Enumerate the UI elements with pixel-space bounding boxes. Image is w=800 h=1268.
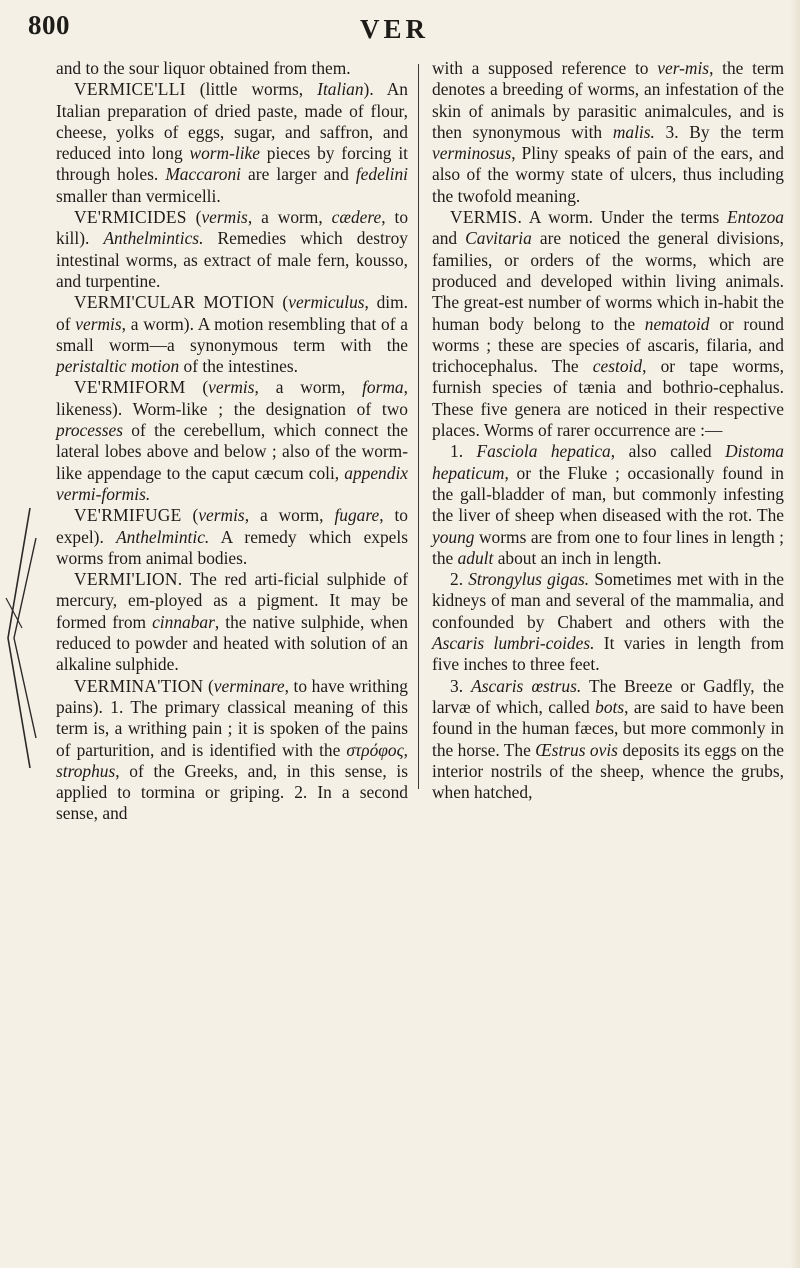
text: , to expel). <box>56 505 408 547</box>
italic-text: Œstrus ovis <box>535 739 618 760</box>
text: (little worms, <box>185 79 318 100</box>
text: , a worm, <box>244 505 335 526</box>
italic-text: forma <box>362 377 404 398</box>
italic-text: verminosus <box>432 143 512 164</box>
italic-text: Maccaroni <box>165 164 241 185</box>
text: ( <box>274 292 289 313</box>
text: It varies in length from five inches to three feet. <box>432 633 785 675</box>
text: 1. <box>450 441 477 462</box>
text: ( <box>185 377 209 398</box>
text: deposits its eggs on the interior nostrils of the sheep, whence the grubs, when hatched, <box>432 739 785 803</box>
entry-vermis <box>432 207 784 441</box>
italic-text: Anthelmintic. <box>116 526 210 547</box>
italic-text: fedelini <box>355 164 408 185</box>
text: about an inch in length. <box>493 547 662 568</box>
text: of the cerebellum, which connect the lateral lobes above and below ; also of the worm-like appendage to the caput cæcum coli, <box>56 420 408 483</box>
italic-text: worm-like <box>189 143 260 164</box>
entry-vermicular-motion <box>56 292 408 377</box>
text: of the intestines. <box>179 356 299 377</box>
text: ). An Italian preparation of dried paste, made of flour, cheese, yolks of eggs, sugar, and saffron, and reduced into long <box>56 79 409 164</box>
text: 3. <box>450 675 472 696</box>
text: , a worm, <box>254 377 363 398</box>
text: worms are from one to four lines in length ; the <box>432 526 784 568</box>
text: A worm. Under the terms <box>522 207 727 228</box>
left-column <box>56 58 408 825</box>
italic-text: adult <box>457 547 494 568</box>
italic-text: strophus <box>56 760 116 781</box>
text: , <box>403 739 408 760</box>
entry-vermination-continued <box>432 58 784 207</box>
headword: VE'RMICIDES <box>74 207 187 228</box>
text: , the native sulphide, when reduced to powder and heated with solution of an alkaline sulphide. <box>56 611 408 675</box>
text: , of the Greeks, and, in this sense, is applied to tormina or griping. 2. In a second sense, and <box>56 760 408 824</box>
headword: VERMIS. <box>450 207 523 228</box>
entry-vermilion <box>56 569 408 675</box>
headword: VERMI'CULAR MOTION <box>74 292 275 313</box>
text: ( <box>203 675 214 696</box>
greek-text: στρόφος <box>346 739 404 760</box>
italic-text: processes <box>56 420 123 441</box>
entry-vermination <box>56 676 408 825</box>
text: with a supposed reference to <box>432 58 658 78</box>
page-edge <box>790 0 800 1268</box>
text: are noticed the general divisions, families, or orders of the worms, which are produced and developed within living animals. The great-est number of worms which in-habit the human body belong to the <box>432 228 784 334</box>
list-item-strongylus <box>432 569 784 675</box>
continuation-paragraph: and to the sour liquor obtained from them. <box>56 58 351 78</box>
text: smaller than vermicelli. <box>56 185 221 206</box>
italic-text: Anthelmintics. <box>103 228 204 249</box>
italic-text: young <box>432 526 475 547</box>
entry-vermicides <box>56 207 408 292</box>
text: 3. By the term <box>654 121 784 142</box>
headword: VERMINA'TION <box>74 675 204 696</box>
italic-text: malis. <box>612 121 655 142</box>
italic-text: vermis <box>201 207 248 228</box>
text: and <box>432 228 466 249</box>
list-item-ascaris-oestrus <box>432 676 784 804</box>
headword: VERMICE'LLI <box>74 79 186 100</box>
text: Sometimes met with in the kidneys of man and several of the mammalia, and confounded by Chabert and others with the <box>432 569 785 632</box>
entry-vermifuge <box>56 505 408 569</box>
italic-text: vermiculus <box>288 292 365 313</box>
text: pieces by forcing it through holes. <box>56 143 408 185</box>
text: Remedies which destroy intestinal worms, as extract of male fern, kousso, and turpentine. <box>56 228 408 291</box>
text: , a worm, <box>247 207 332 228</box>
italic-text: Strongylus gigas. <box>468 569 590 590</box>
italic-text: Ascaris lumbri-coides. <box>432 633 595 654</box>
italic-text: fugare <box>334 505 380 526</box>
italic-text: Entozoa <box>726 207 784 228</box>
entry-vermicelli <box>56 79 408 207</box>
text: , or tape worms, furnish species of tænia and bothrio-cephalus. These five genera are noticed in their respective places. Worms of rarer occurrence are :— <box>432 356 785 441</box>
headword: VE'RMIFORM <box>74 377 186 398</box>
italic-text: bots <box>595 696 625 717</box>
text: or round worms ; these are species of ascaris, filaria, and trichocephalus. The <box>432 313 784 377</box>
text: , to have writhing pains). 1. The primary classical meaning of this term is, a writhing pain ; it is spoken of the pains of parturition, and is identified with the <box>56 675 408 760</box>
text: A remedy which expels worms from animal bodies. <box>56 526 408 568</box>
italic-text: ver-mis <box>657 58 710 78</box>
text: , likeness). Worm-like ; the designation of two <box>56 377 408 419</box>
text: , a worm). A motion resembling that of a small worm—a synonymous term with the <box>56 313 409 355</box>
italic-text: cestoid <box>592 356 643 377</box>
column-rule <box>418 64 419 789</box>
text: 2. <box>450 569 469 590</box>
text: are larger and <box>240 164 356 185</box>
italic-text: verminare <box>213 675 285 696</box>
italic-text: appendix vermi-formis. <box>56 462 408 504</box>
italic-text: vermis <box>198 505 245 526</box>
text: , are said to have been found in the human fæces, but more commonly in the horse. The <box>432 696 784 760</box>
headword: VE'RMIFUGE <box>74 505 182 526</box>
text: , also called <box>610 441 726 462</box>
italic-text: vermis <box>75 313 122 334</box>
italic-text: cædere <box>331 207 382 228</box>
italic-text: Ascaris œstrus. <box>471 675 582 696</box>
right-column <box>432 58 784 803</box>
text: , or the Fluke ; occasionally found in the gall-bladder of man, but commonly infesting the liver of sheep when diseased with the rot. The <box>432 462 784 526</box>
italic-text: Distoma hepaticum <box>432 441 785 483</box>
text: , the term denotes a breeding of worms, an infestation of the skin of animals by parasitic animalcules, and is then synonymous with <box>432 58 784 142</box>
text: , Pliny speaks of pain of the ears, and also of the wormy state of ulcers, thus including the twofold meaning. <box>432 143 784 206</box>
margin-pencil-mark <box>0 488 40 788</box>
italic-text: nematoid <box>644 313 710 334</box>
page-number: 800 <box>28 10 70 40</box>
text: ( <box>186 207 202 228</box>
text: , to kill). <box>56 207 409 249</box>
text: , dim. of <box>56 292 408 334</box>
italic-text: Fasciola hepatica <box>476 441 611 462</box>
text: The Breeze or Gadfly, the larvæ of which, called <box>432 675 785 717</box>
italic-text: vermis <box>208 377 255 398</box>
headword: VERMI'LION. <box>74 569 183 590</box>
text: ( <box>181 505 199 526</box>
list-item-fasciola <box>432 441 784 569</box>
italic-text: cinnabar <box>152 611 215 632</box>
italic-text: Cavitaria <box>465 228 532 249</box>
italic-text: Italian <box>317 79 364 100</box>
italic-text: peristaltic motion <box>56 356 180 377</box>
entry-vermiform <box>56 377 408 505</box>
text: The red arti-ficial sulphide of mercury, em-ployed as a pigment. It may be formed from <box>56 569 408 632</box>
running-head: VER <box>360 14 430 44</box>
